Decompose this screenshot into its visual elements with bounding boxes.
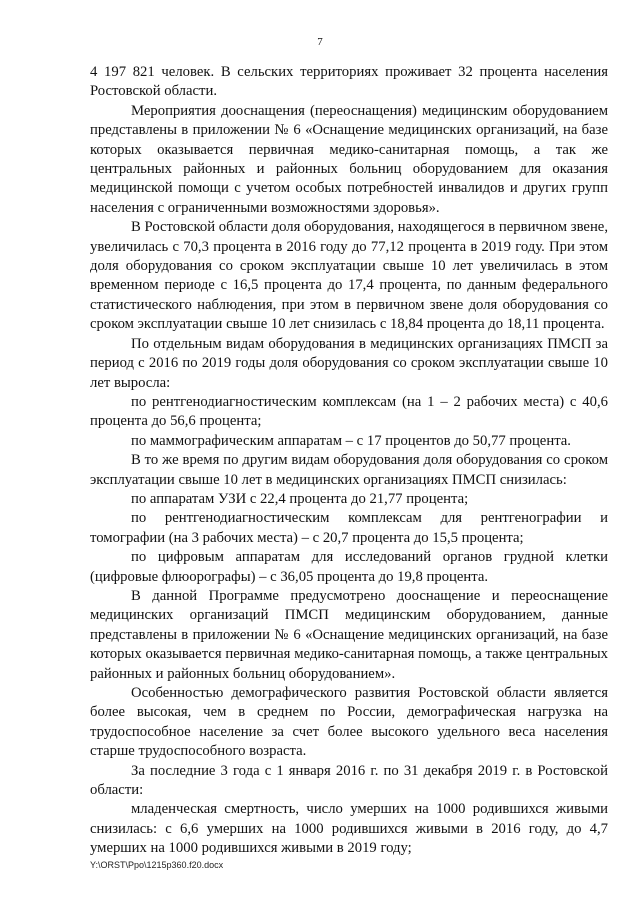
paragraph: по маммографическим аппаратам – с 17 процентов до 50,77 процента. — [131, 432, 571, 449]
paragraph: младенческая смертность, число умерших на 1000 родившихся живыми снизилась: с 6,6 умерших на 1000 родившихся живыми в 2016 году, до 4,7 умерших на 1000 родившихся живыми в 2019 году; — [90, 801, 608, 857]
paragraph: по аппаратам УЗИ с 22,4 процента до 21,77 процента; — [131, 490, 469, 507]
paragraph: по рентгенодиагностическим комплексам для рентгенографии и томографии (на 3 рабочих места) – с 20,7 процента до 15,5 процента; — [90, 510, 608, 546]
document-body — [90, 63, 608, 859]
paragraph: По отдельным видам оборудования в медицинских организациях ПМСП за период с 2016 по 2019 годы доля оборудования со сроком эксплуатации свыше 10 лет выросла: — [90, 335, 608, 391]
paragraph: Мероприятия дооснащения (переоснащения) медицинским оборудованием представлены в приложении № 6 «Оснащение медицинских организаций, на базе которых оказывается первичная медико-санитарная помощь, а так же центральных районных и районных больниц оборудованием для оказания медицинской помощи с учетом особых потребностей инвалидов и других групп населения с ограниченными возможностями здоровья». — [90, 102, 608, 216]
paragraph: За последние 3 года с 1 января 2016 г. по 31 декабря 2019 г. в Ростовской области: — [90, 762, 608, 799]
paragraph: 4 197 821 человек. В сельских территориях проживает 32 процента населения Ростовской области. — [90, 64, 608, 100]
page-number: 7 — [317, 36, 323, 48]
paragraph: В то же время по другим видам оборудования доля оборудования со сроком эксплуатации свыше 10 лет в медицинских организациях ПМСП снизилась: — [90, 452, 608, 488]
paragraph: В данной Программе предусмотрено дооснащение и переоснащение медицинских организаций ПМСП медицинским оборудованием, данные представлены в приложении № 6 «Оснащение медицинских организаций, на базе которых оказывается первичная медико-санитарная помощь, а также центральных районных и районных больниц оборудованием». — [90, 587, 608, 682]
file-path-footer: Y:\ORST\Ppo\1215p360.f20.docx — [90, 860, 224, 870]
paragraph: Особенностью демографического развития Ростовской области является более высокая, чем в среднем по России, демографическая нагрузка на трудоспособное население за счет более высокого удельного веса населения старше трудоспособного возраста. — [90, 685, 608, 760]
paragraph: по цифровым аппаратам для исследований органов грудной клетки (цифровые флюорографы) – с 36,05 процента до 19,8 процента. — [90, 549, 608, 585]
paragraph: В Ростовской области доля оборудования, находящегося в первичном звене, увеличилась с 70,3 процента в 2016 году до 77,12 процента в 2019 году. При этом доля оборудования со сроком эксплуатации свыше 10 лет увеличилась в этом временном периоде с 16,5 процента до 17,4 процента, по данным федерального статистического наблюдения, при этом в первичном звене доля оборудования со сроком эксплуатации свыше 10 лет снизилась с 18,84 процента до 18,11 процента. — [90, 219, 608, 333]
paragraph: по рентгенодиагностическим комплексам (на 1 – 2 рабочих места) с 40,6 процента до 56,6 процента; — [90, 393, 608, 430]
